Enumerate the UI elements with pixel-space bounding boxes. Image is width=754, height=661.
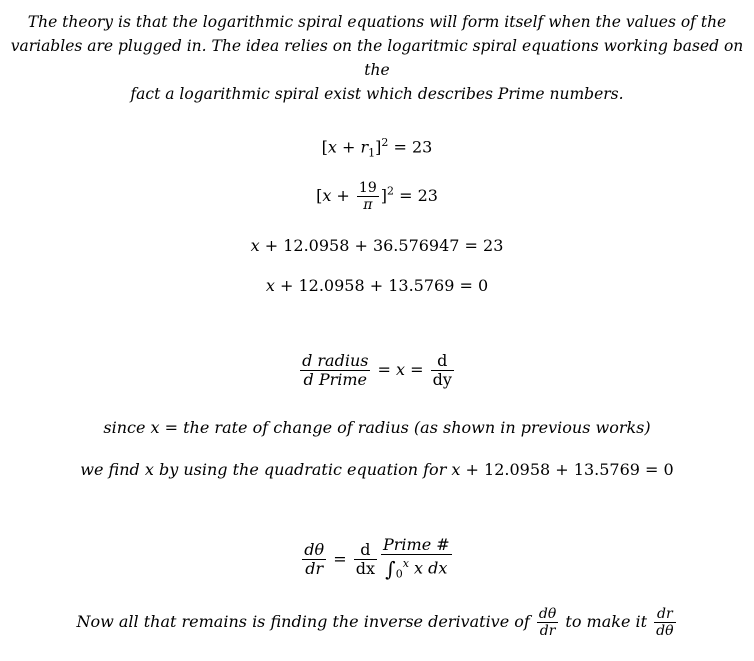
integral-lower-limit: 0	[395, 567, 403, 581]
equation-1-rhs: = 23	[388, 137, 433, 157]
equation-6	[0, 536, 754, 584]
equation-2-rhs: = 23	[394, 186, 438, 205]
fraction-numerator: d radius	[302, 351, 369, 370]
final-prefix: Now all that remains is finding the inverse derivative of	[76, 612, 535, 631]
bracket-close: ]	[375, 137, 382, 157]
equals-sign: =	[328, 549, 352, 569]
integral-upper-limit: x	[402, 557, 409, 570]
variable-x: x	[451, 460, 461, 479]
plus-sign: +	[336, 137, 361, 157]
fraction-numerator: Prime #	[383, 535, 450, 554]
equation-4	[0, 276, 754, 295]
variable-x: x	[396, 360, 406, 379]
variable-r: r	[360, 137, 369, 157]
fraction-denominator	[381, 554, 452, 584]
equation-3	[0, 236, 754, 255]
variable-x: x	[250, 236, 260, 255]
intro-paragraph	[0, 10, 754, 106]
variable-x: x	[150, 418, 160, 437]
final-middle: to make it	[560, 612, 653, 631]
integrand: x dx	[408, 558, 448, 578]
bracket-close: ]	[380, 186, 387, 205]
integral-symbol: ∫	[385, 556, 396, 581]
fraction-denominator: d Prime	[303, 370, 367, 389]
equation-5	[0, 352, 754, 389]
intro-line-2: variables are plugged in. The idea relies on the logaritmic spiral equations working based on the	[10, 37, 744, 79]
fraction-numerator: 19	[358, 180, 377, 196]
equals-sign: =	[372, 360, 397, 379]
find-prefix: we find	[80, 460, 145, 479]
fraction-numerator: dr	[654, 606, 675, 623]
find-middle: by using the quadratic equation for	[153, 460, 452, 479]
fraction-19-over-pi	[357, 180, 379, 213]
intro-line-1: The theory is that the logarithmic spiral equations will form itself when the values of the	[27, 13, 727, 31]
since-rest: = the rate of change of radius (as shown in previous works)	[159, 418, 651, 437]
exponent-2: 2	[387, 184, 394, 198]
fraction-denominator: dr	[539, 623, 556, 639]
equals-sign: =	[405, 360, 429, 379]
find-rest: + 12.0958 + 13.5769 = 0	[460, 460, 674, 479]
fraction-numerator: d	[431, 352, 454, 371]
equation-3-rest: + 12.0958 + 36.576947 = 23	[259, 236, 504, 255]
find-statement	[0, 460, 754, 479]
since-statement	[0, 418, 754, 437]
fraction-denominator: π	[363, 197, 373, 213]
fraction-prime-over-integral	[381, 536, 452, 584]
exponent-2: 2	[381, 136, 389, 149]
equation-4-rest: + 12.0958 + 13.5769 = 0	[274, 276, 489, 295]
bracket-open: [	[316, 186, 323, 205]
fraction-dr-over-dtheta	[654, 606, 675, 639]
fraction-d-over-dx	[354, 541, 377, 578]
intro-line-3: fact a logarithmic spiral exist which describes Prime numbers.	[130, 85, 624, 103]
final-statement	[0, 606, 754, 639]
fraction-numerator: dθ	[304, 540, 325, 560]
equation-1	[0, 136, 754, 160]
fraction-numerator: d	[354, 541, 377, 560]
variable-x: x	[322, 186, 332, 205]
fraction-numerator: dθ	[538, 606, 557, 622]
since-prefix: since	[103, 418, 151, 437]
subscript-1: 1	[368, 146, 376, 160]
variable-x: x	[265, 276, 275, 295]
fraction-dtheta-over-dr	[302, 541, 326, 578]
fraction-dtheta-over-dr	[537, 606, 558, 639]
fraction-denominator: dr	[305, 559, 324, 579]
plus-sign: +	[331, 186, 355, 205]
fraction-d-radius-over-d-prime	[300, 352, 370, 389]
equation-2	[0, 180, 754, 213]
fraction-denominator: dθ	[656, 623, 674, 639]
variable-x: x	[327, 137, 337, 157]
variable-x: x	[144, 460, 154, 479]
fraction-denominator: dy	[432, 370, 452, 389]
fraction-denominator: dx	[355, 559, 376, 579]
bracket-open: [	[321, 137, 328, 157]
fraction-d-over-dy	[431, 352, 454, 389]
